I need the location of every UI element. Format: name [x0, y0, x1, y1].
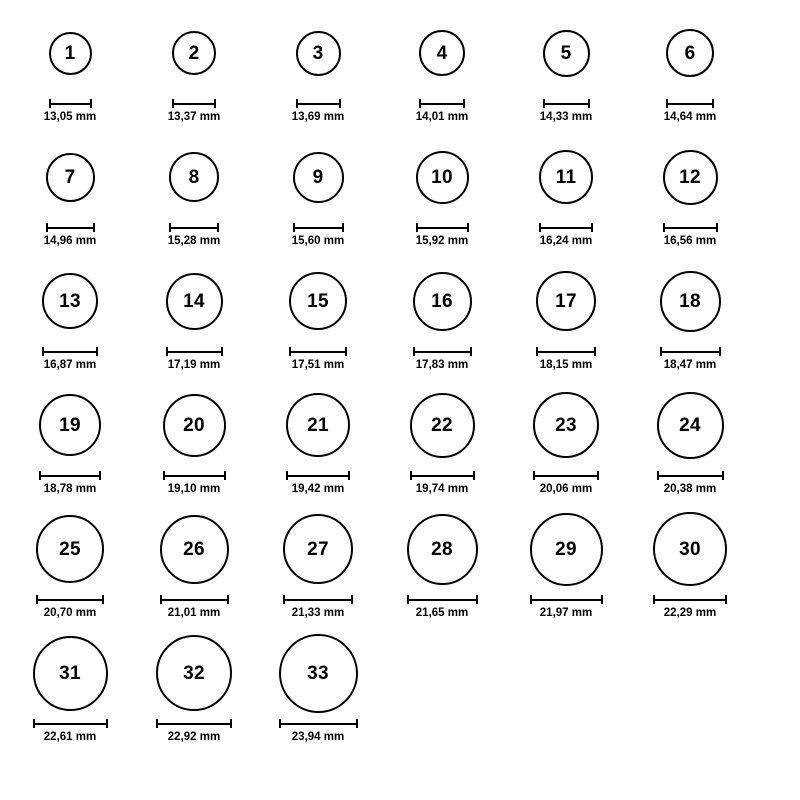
ring-circle-wrap — [39, 382, 101, 468]
diameter-ruler-bar — [536, 347, 596, 356]
ring-circle-wrap — [279, 630, 358, 716]
ring-diameter-label: 20,38 mm — [663, 483, 717, 495]
ring-diameter-label: 15,92 mm — [415, 235, 469, 247]
ring-size-number: 26 — [183, 538, 205, 560]
ring-size-cell[interactable] — [504, 10, 628, 124]
ring-diameter-label: 14,33 mm — [539, 111, 593, 123]
diameter-ruler-line — [293, 227, 344, 229]
ring-circle-wrap — [536, 258, 596, 344]
ring-circle — [419, 30, 465, 76]
diameter-ruler-line — [410, 475, 475, 477]
diameter-ruler-bar — [36, 595, 104, 604]
ring-size-number: 27 — [307, 538, 329, 560]
ring-diameter-label: 22,92 mm — [167, 731, 221, 743]
ring-size-cell[interactable] — [504, 258, 628, 372]
ring-size-number: 14 — [183, 290, 205, 312]
ring-diameter-label: 21,01 mm — [167, 607, 221, 619]
ring-size-number: 25 — [59, 538, 81, 560]
ring-diameter-label: 13,69 mm — [291, 111, 345, 123]
diameter-ruler — [410, 470, 475, 480]
diameter-ruler-line — [543, 103, 590, 105]
ring-size-number: 9 — [312, 166, 324, 188]
diameter-ruler-line — [39, 475, 101, 477]
ring-diameter-label: 22,61 mm — [43, 731, 97, 743]
diameter-ruler-line — [42, 351, 98, 353]
ring-size-number: 3 — [312, 42, 324, 64]
ring-size-number: 24 — [679, 414, 701, 436]
ring-size-number: 30 — [679, 538, 701, 560]
ring-circle — [163, 394, 226, 457]
diameter-ruler — [657, 470, 724, 480]
diameter-ruler — [293, 222, 344, 232]
ring-circle — [663, 150, 718, 205]
diameter-ruler-line — [660, 351, 721, 353]
ring-diameter-label: 17,51 mm — [291, 359, 345, 371]
ring-size-cell[interactable] — [380, 382, 504, 496]
ring-size-cell[interactable] — [132, 134, 256, 248]
ring-size-number: 8 — [188, 166, 200, 188]
ring-circle-wrap — [283, 506, 353, 592]
diameter-ruler — [169, 222, 219, 232]
ring-circle-wrap — [530, 506, 603, 592]
ring-diameter-label: 21,97 mm — [539, 607, 593, 619]
ring-diameter-label: 13,05 mm — [43, 111, 97, 123]
diameter-ruler-bar — [416, 223, 469, 232]
diameter-ruler-bar — [160, 595, 229, 604]
ring-diameter-label: 16,56 mm — [663, 235, 717, 247]
ring-circle — [33, 636, 108, 711]
ring-diameter-label: 23,94 mm — [291, 731, 345, 743]
ring-circle-wrap — [49, 10, 92, 96]
ring-size-cell[interactable] — [132, 630, 256, 744]
ring-diameter-label: 13,37 mm — [167, 111, 221, 123]
ring-circle-wrap — [36, 506, 104, 592]
diameter-ruler — [49, 98, 92, 108]
ring-size-cell[interactable] — [628, 506, 752, 620]
diameter-ruler-line — [296, 103, 341, 105]
ring-size-cell[interactable] — [628, 258, 752, 372]
ring-circle — [533, 392, 599, 458]
ring-circle — [539, 150, 593, 204]
ring-size-cell[interactable] — [380, 506, 504, 620]
ring-size-number: 19 — [59, 414, 81, 436]
diameter-ruler-bar — [49, 99, 92, 108]
diameter-ruler-bar — [283, 595, 353, 604]
diameter-ruler-bar — [46, 223, 95, 232]
ring-circle — [289, 272, 347, 330]
ring-size-number: 28 — [431, 538, 453, 560]
ring-size-cell[interactable] — [256, 506, 380, 620]
diameter-ruler-line — [536, 351, 596, 353]
diameter-ruler-line — [666, 103, 714, 105]
ring-size-cell[interactable] — [8, 506, 132, 620]
diameter-ruler-bar — [410, 471, 475, 480]
diameter-ruler — [39, 470, 101, 480]
diameter-ruler-line — [46, 227, 95, 229]
ring-circle — [657, 392, 724, 459]
diameter-ruler-line — [657, 475, 724, 477]
ring-size-cell[interactable] — [256, 134, 380, 248]
ring-circle — [156, 635, 232, 711]
ring-circle-wrap — [533, 382, 599, 468]
diameter-ruler — [666, 98, 714, 108]
ring-size-cell[interactable] — [628, 134, 752, 248]
ring-row — [8, 134, 792, 258]
ring-size-cell[interactable] — [256, 382, 380, 496]
ring-circle — [39, 394, 101, 456]
ring-circle-wrap — [289, 258, 347, 344]
diameter-ruler-bar — [663, 223, 718, 232]
diameter-ruler-line — [289, 351, 347, 353]
ring-size-cell[interactable] — [132, 382, 256, 496]
diameter-ruler — [33, 718, 108, 728]
ring-circle — [416, 151, 469, 204]
ring-circle-wrap — [296, 10, 341, 96]
diameter-ruler-bar — [163, 471, 226, 480]
ring-size-number: 12 — [679, 166, 701, 188]
diameter-ruler-bar — [286, 471, 350, 480]
ring-diameter-label: 20,70 mm — [43, 607, 97, 619]
diameter-ruler-bar — [419, 99, 465, 108]
ring-size-number: 1 — [64, 42, 76, 64]
ring-circle-wrap — [293, 134, 344, 220]
ring-circle — [666, 29, 714, 77]
ring-circle-wrap — [46, 134, 95, 220]
ring-circle-wrap — [666, 10, 714, 96]
diameter-ruler-bar — [530, 595, 603, 604]
ring-size-number: 21 — [307, 414, 329, 436]
ring-diameter-label: 15,60 mm — [291, 235, 345, 247]
diameter-ruler — [419, 98, 465, 108]
ring-size-number: 16 — [431, 290, 453, 312]
ring-size-cell[interactable] — [256, 630, 380, 744]
diameter-ruler-bar — [407, 595, 478, 604]
diameter-ruler-line — [36, 599, 104, 601]
ring-circle — [293, 152, 344, 203]
diameter-ruler — [279, 718, 358, 728]
ring-size-cell[interactable] — [132, 258, 256, 372]
diameter-ruler-line — [279, 723, 358, 725]
ring-row — [8, 382, 792, 506]
diameter-ruler-bar — [42, 347, 98, 356]
ring-diameter-label: 14,64 mm — [663, 111, 717, 123]
ring-size-cell[interactable] — [628, 382, 752, 496]
ring-size-cell[interactable] — [380, 10, 504, 124]
ring-size-cell[interactable] — [504, 134, 628, 248]
ring-size-number: 10 — [431, 166, 453, 188]
ring-size-cell[interactable] — [628, 10, 752, 124]
ring-row — [8, 630, 792, 754]
ring-diameter-label: 19,74 mm — [415, 483, 469, 495]
ring-circle-wrap — [539, 134, 593, 220]
ring-diameter-label: 16,24 mm — [539, 235, 593, 247]
ring-circle-wrap — [410, 382, 475, 468]
diameter-ruler-line — [663, 227, 718, 229]
ring-size-number: 4 — [436, 42, 448, 64]
diameter-ruler — [407, 594, 478, 604]
ring-diameter-label: 14,96 mm — [43, 235, 97, 247]
diameter-ruler-bar — [543, 99, 590, 108]
ring-circle — [413, 272, 472, 331]
ring-size-number: 7 — [64, 166, 76, 188]
ring-circle-wrap — [42, 258, 98, 344]
diameter-ruler-bar — [539, 223, 593, 232]
ring-circle — [160, 515, 229, 584]
diameter-ruler-line — [653, 599, 727, 601]
ring-diameter-label: 19,10 mm — [167, 483, 221, 495]
ring-circle-wrap — [413, 258, 472, 344]
ring-size-number: 11 — [555, 166, 577, 188]
diameter-ruler-bar — [166, 347, 223, 356]
ring-diameter-label: 21,65 mm — [415, 607, 469, 619]
ring-size-cell[interactable] — [8, 382, 132, 496]
ring-circle-wrap — [653, 506, 727, 592]
diameter-ruler-line — [407, 599, 478, 601]
ring-size-cell[interactable] — [504, 382, 628, 496]
diameter-ruler-bar — [156, 719, 232, 728]
diameter-ruler-line — [286, 475, 350, 477]
diameter-ruler-line — [49, 103, 92, 105]
diameter-ruler-line — [419, 103, 465, 105]
diameter-ruler-bar — [169, 223, 219, 232]
diameter-ruler — [660, 346, 721, 356]
ring-circle — [410, 393, 475, 458]
ring-circle — [536, 271, 596, 331]
ring-circle-wrap — [160, 506, 229, 592]
diameter-ruler-line — [413, 351, 472, 353]
diameter-ruler — [416, 222, 469, 232]
diameter-ruler-bar — [657, 471, 724, 480]
ring-size-number: 2 — [188, 42, 200, 64]
ring-circle-wrap — [156, 630, 232, 716]
ring-size-number: 31 — [59, 662, 81, 684]
ring-diameter-label: 19,42 mm — [291, 483, 345, 495]
ring-size-cell[interactable] — [380, 134, 504, 248]
diameter-ruler — [533, 470, 599, 480]
ring-circle — [653, 512, 727, 586]
ring-circle — [530, 513, 603, 586]
ring-circle-wrap — [163, 382, 226, 468]
ring-circle — [296, 31, 341, 76]
ring-size-cell[interactable] — [504, 506, 628, 620]
ring-diameter-label: 16,87 mm — [43, 359, 97, 371]
ring-size-cell[interactable] — [8, 258, 132, 372]
diameter-ruler — [46, 222, 95, 232]
ring-circle-wrap — [33, 630, 108, 716]
diameter-ruler — [413, 346, 472, 356]
ring-circle — [543, 30, 590, 77]
diameter-ruler-line — [169, 227, 219, 229]
ring-diameter-label: 18,47 mm — [663, 359, 717, 371]
diameter-ruler — [283, 594, 353, 604]
diameter-ruler-bar — [289, 347, 347, 356]
diameter-ruler-bar — [293, 223, 344, 232]
diameter-ruler — [543, 98, 590, 108]
diameter-ruler-bar — [296, 99, 341, 108]
diameter-ruler-bar — [33, 719, 108, 728]
ring-circle-wrap — [657, 382, 724, 468]
ring-circle — [46, 153, 95, 202]
diameter-ruler-line — [172, 103, 216, 105]
diameter-ruler — [289, 346, 347, 356]
diameter-ruler — [653, 594, 727, 604]
diameter-ruler-line — [163, 475, 226, 477]
ring-circle — [286, 393, 350, 457]
diameter-ruler-line — [160, 599, 229, 601]
ring-circle — [283, 514, 353, 584]
diameter-ruler — [172, 98, 216, 108]
diameter-ruler-bar — [39, 471, 101, 480]
diameter-ruler — [36, 594, 104, 604]
ring-size-cell[interactable] — [256, 10, 380, 124]
ring-circle-wrap — [663, 134, 718, 220]
diameter-ruler-line — [539, 227, 593, 229]
diameter-ruler-bar — [653, 595, 727, 604]
ring-diameter-label: 22,29 mm — [663, 607, 717, 619]
ring-circle-wrap — [543, 10, 590, 96]
ring-size-number: 33 — [307, 662, 329, 684]
diameter-ruler-line — [533, 475, 599, 477]
diameter-ruler — [530, 594, 603, 604]
diameter-ruler-line — [530, 599, 603, 601]
diameter-ruler-bar — [413, 347, 472, 356]
ring-circle — [166, 273, 223, 330]
ring-size-number: 29 — [555, 538, 577, 560]
ring-size-number: 23 — [555, 414, 577, 436]
ring-circle — [172, 31, 216, 75]
ring-size-cell[interactable] — [132, 506, 256, 620]
ring-row — [8, 506, 792, 630]
diameter-ruler-bar — [172, 99, 216, 108]
ring-size-number: 18 — [679, 290, 701, 312]
ring-circle — [169, 152, 219, 202]
diameter-ruler-line — [166, 351, 223, 353]
diameter-ruler-line — [283, 599, 353, 601]
ring-size-number: 17 — [555, 290, 577, 312]
ring-circle — [42, 273, 98, 329]
ring-size-cell[interactable] — [8, 10, 132, 124]
diameter-ruler-bar — [666, 99, 714, 108]
ring-row — [8, 10, 792, 134]
ring-size-number: 22 — [431, 414, 453, 436]
diameter-ruler-line — [156, 723, 232, 725]
diameter-ruler-line — [416, 227, 469, 229]
ring-circle — [49, 32, 92, 75]
ring-size-number: 20 — [183, 414, 205, 436]
diameter-ruler — [539, 222, 593, 232]
diameter-ruler — [166, 346, 223, 356]
ring-diameter-label: 21,33 mm — [291, 607, 345, 619]
diameter-ruler — [536, 346, 596, 356]
ring-diameter-label: 18,15 mm — [539, 359, 593, 371]
diameter-ruler — [663, 222, 718, 232]
ring-size-cell[interactable] — [256, 258, 380, 372]
ring-size-cell[interactable] — [8, 134, 132, 248]
ring-circle — [279, 634, 358, 713]
diameter-ruler — [286, 470, 350, 480]
ring-circle-wrap — [169, 134, 219, 220]
ring-diameter-label: 14,01 mm — [415, 111, 469, 123]
ring-circle-wrap — [166, 258, 223, 344]
ring-size-number: 5 — [560, 42, 572, 64]
ring-circle-wrap — [416, 134, 469, 220]
ring-diameter-label: 17,83 mm — [415, 359, 469, 371]
ring-circle — [407, 514, 478, 585]
diameter-ruler — [156, 718, 232, 728]
ring-size-number: 13 — [59, 290, 81, 312]
ring-diameter-label: 20,06 mm — [539, 483, 593, 495]
diameter-ruler-bar — [660, 347, 721, 356]
ring-diameter-label: 18,78 mm — [43, 483, 97, 495]
diameter-ruler-bar — [533, 471, 599, 480]
diameter-ruler — [296, 98, 341, 108]
diameter-ruler-bar — [279, 719, 358, 728]
ring-circle-wrap — [172, 10, 216, 96]
diameter-ruler — [163, 470, 226, 480]
ring-row — [8, 258, 792, 382]
ring-size-number: 6 — [684, 42, 696, 64]
ring-size-cell[interactable] — [8, 630, 132, 744]
diameter-ruler-line — [33, 723, 108, 725]
ring-diameter-label: 15,28 mm — [167, 235, 221, 247]
diameter-ruler — [160, 594, 229, 604]
ring-size-number: 32 — [183, 662, 205, 684]
ring-circle — [660, 271, 721, 332]
ring-diameter-label: 17,19 mm — [167, 359, 221, 371]
ring-size-number: 15 — [307, 290, 329, 312]
ring-circle — [36, 515, 104, 583]
ring-size-cell[interactable] — [132, 10, 256, 124]
ring-circle-wrap — [419, 10, 465, 96]
diameter-ruler — [42, 346, 98, 356]
ring-size-cell[interactable] — [380, 258, 504, 372]
ring-circle-wrap — [286, 382, 350, 468]
ring-circle-wrap — [407, 506, 478, 592]
ring-circle-wrap — [660, 258, 721, 344]
